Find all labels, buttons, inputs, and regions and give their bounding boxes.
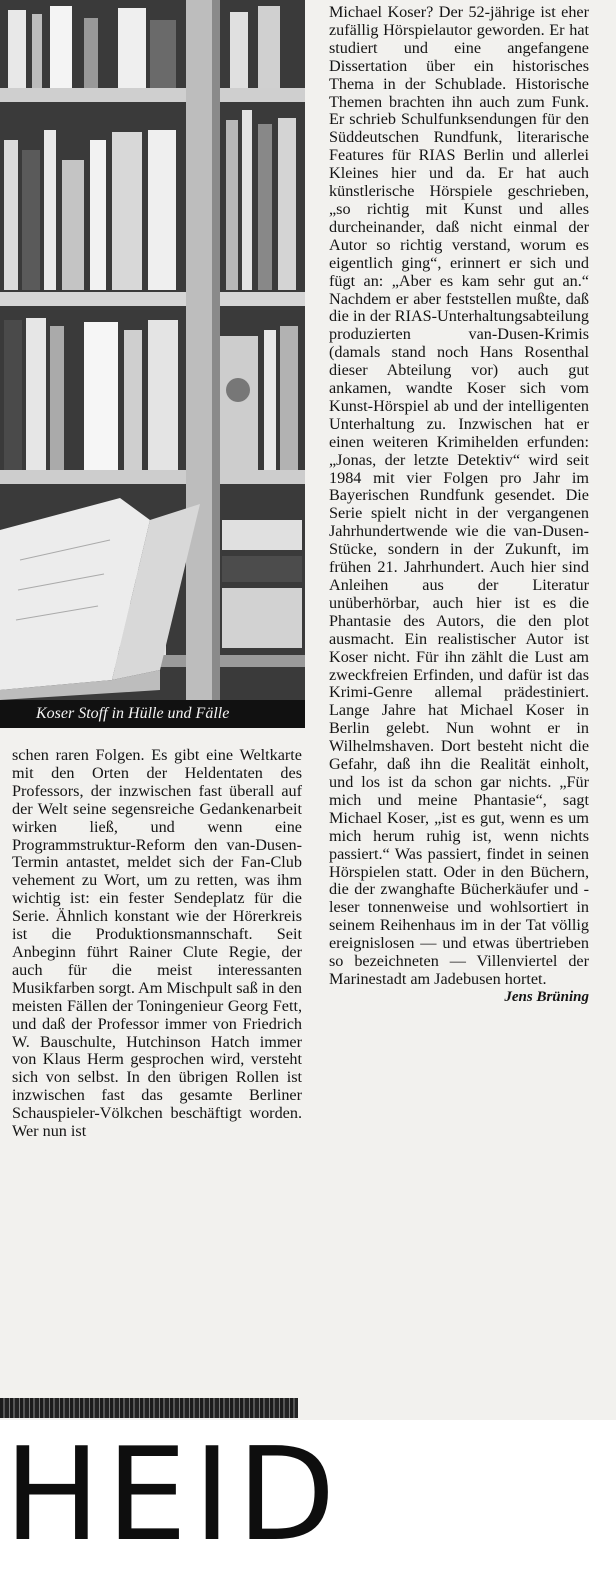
article-text: Michael Koser? Der 52-jährige ist eher zufällig Hörspielautor geworden. Er hat studiert und eine angefangene Dissertation über ein historisches Thema in der Schublade. Historische Themen brachten ihn auch zum Funk. Er schrieb Schulfunksendungen für den Süddeutschen Rundfunk, literarische Features für RIAS Berlin und allerlei Kleines hier und da. Er hat auch künstlerische Hörspiele geschrieben, „so richtig mit Kunst und alles durcheinander, daß nicht einmal der Autor so richtig verstand, worum es eigentlich ging“, erinnert er sich und fügt an: „Aber es kam sehr gut an.“ Nachdem er aber feststellen mußte, daß die in der RIAS-Unterhaltungsabteilung produzierten van-Dusen-Krimis (damals stand noch Hans Rosenthal dieser Abteilung vor) auch gut ankamen, wandte Koser sich vom Kunst-Hörspiel ab und der intelligenten Unterhaltung zu. Inzwischen hat er einen weiteren Krimihelden erfunden: „Jonas, der letzte Detektiv“ wird seit 1984 mit vier Folgen pro Jahr im Bayerischen Rundfunk gesendet. Die Serie spielt nicht in der vergangenen Jahrhundertwende wie die van-Dusen-Stücke, sondern in der Zukunft, im frühen 21. Jahrhundert. Auch hier sind Anleihen aus der Literatur unüberhörbar, auch hier ist es die Phantasie des Autors, die den plot ausmacht. Ein realistischer Autor ist Koser nicht. Für ihn zählt die Lust am zweckfreien Erfinden, und dafür ist das Krimi-Genre allemal prädestiniert. Lange Jahre hat Michael Koser in Berlin gelebt. Nun wohnt er in Wilhelmshaven. Dort besteht nicht die Gefahr, daß ihn die Realität einholt, und los ist da schon gar nichts. „Für mich und meine Phantasie“, sagt Michael Koser, „ist es gut, wenn es um mich herum ruhig ist, wenn nichts passiert.“ Was passiert, findet in seinen Hörspielen statt. Oder in den Büchern, die der zwanghafte Bücherkäufer und -leser tonnenweise und wohlsortiert in seinem Reihenhaus im in der Tat völlig ereignislosen — und etwas übertrieben so bezeichneten — Villenviertel der Marinestadt am Jadebusen hortet. [329, 3, 589, 988]
photo-caption: Koser Stoff in Hülle und Fälle [0, 700, 305, 728]
author-byline: Jens Brüning [504, 988, 589, 1005]
article-column-left [12, 747, 302, 1141]
page-gap [298, 1402, 616, 1418]
bookshelf-illustration [0, 0, 305, 700]
article-column-right [329, 4, 589, 1007]
page-strip-divider [0, 1398, 298, 1418]
article-paragraph: schen raren Folgen. Es gibt eine Weltkarte mit den Orten der Heldentaten des Professors, der inzwischen fast überall auf der Welt seine segensreiche Gedankenarbeit wirken ließ, und wenn eine Programmstruktur-Reform den van-Dusen-Termin antastet, meldet sich der Fan-Club vehement zu Wort, um zu retten, was ihm wichtig ist: ein fester Sendeplatz für die Serie. Ähnlich konstant wie der Hörerkreis ist die Produktionsmannschaft. Seit Anbeginn führt Rainer Clute Regie, der auch für die meist interessanten Musikfarben sorgt. Am Mischpult saß in den meisten Fällen der Toningenieur Georg Fett, und daß der Professor immer von Friedrich W. Bauschulte, Hutchinson Hatch immer von Klaus Herm gesprochen wird, versteht sich von selbst. In den übrigen Rollen ist inzwischen fast das gesamte Berliner Schauspieler-Völkchen beschäftigt worden. Wer nun ist [12, 746, 302, 1141]
article-paragraph [329, 3, 589, 1005]
next-article-headline: HEID [4, 1421, 342, 1570]
bookshelf-photo [0, 0, 305, 728]
